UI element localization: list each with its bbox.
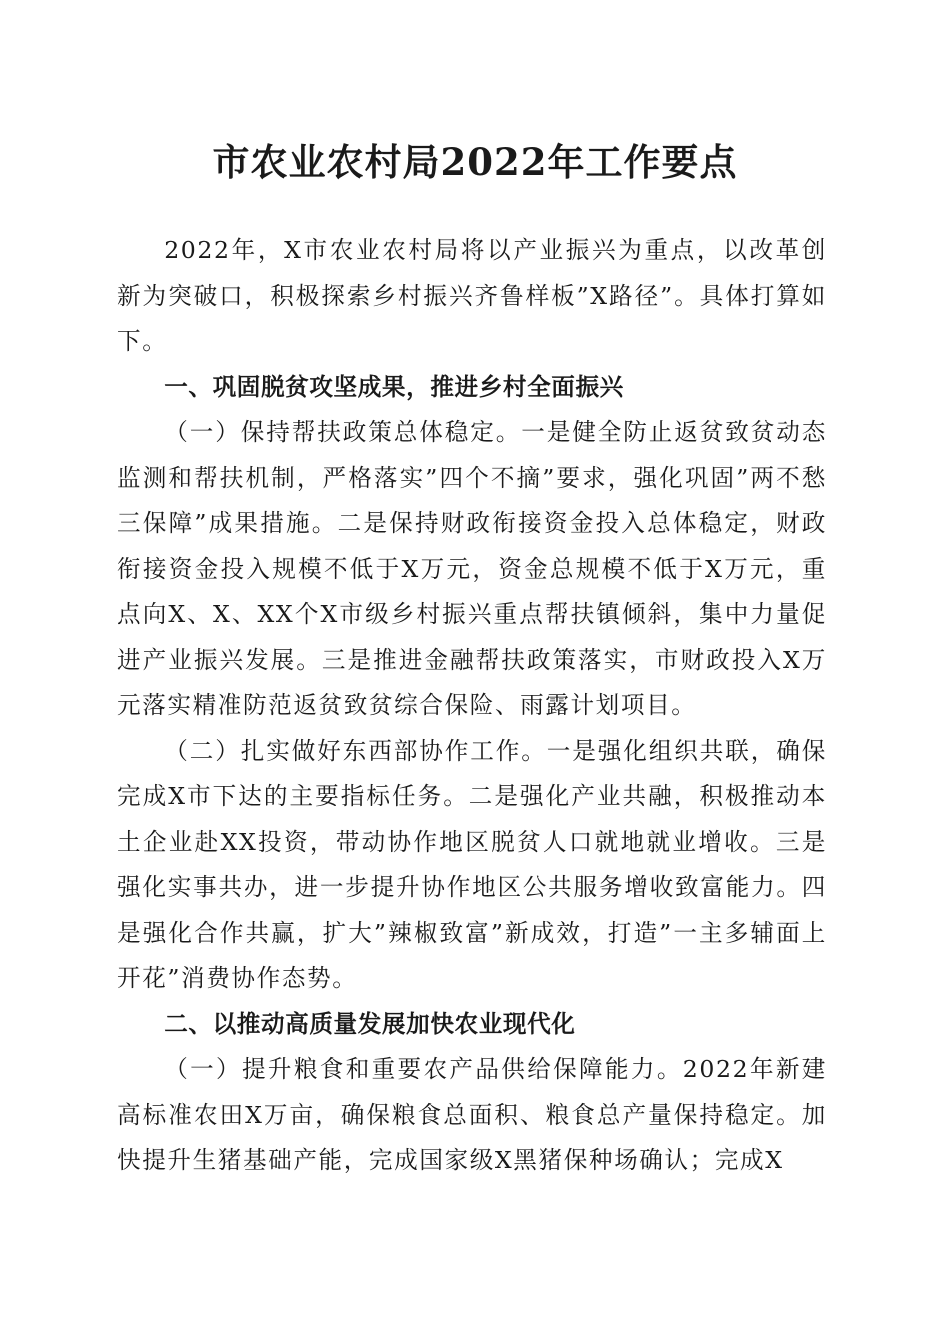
document-body [117, 228, 827, 1184]
section-heading-2: 二、以推动高质量发展加快农业现代化 [164, 1009, 576, 1038]
body-paragraph: （二）扎实做好东西部协作工作。一是强化组织共联，确保完成X市下达的主要指标任务。二是强化产业共融，积极推动本土企业赴XX投资，带动协作地区脱贫人口就地就业增收。三是强化实事共办，进一步提升协作地区公共服务增收致富能力。四是强化合作共赢，扩大”辣椒致富”新成效，打造”一主多辅面上开花”消费协作态势。 [117, 736, 827, 992]
intro-paragraph: 2022年，X市农业农村局将以产业振兴为重点，以改革创新为突破口，积极探索乡村振兴齐鲁样板”X路径”。具体打算如下。 [117, 236, 827, 355]
body-paragraph: （一）保持帮扶政策总体稳定。一是健全防止返贫致贫动态监测和帮扶机制，严格落实”四个不摘”要求，强化巩固”两不愁三保障”成果措施。二是保持财政衔接资金投入总体稳定，财政衔接资金投入规模不低于X万元，资金总规模不低于X万元，重点向X、X、XX个X市级乡村振兴重点帮扶镇倾斜，集中力量促进产业振兴发展。三是推进金融帮扶政策落实，市财政投入X万元落实精准防范返贫致贫综合保险、雨露计划项目。 [117, 418, 827, 719]
body-paragraph: （一）提升粮食和重要农产品供给保障能力。2022年新建高标准农田X万亩，确保粮食总面积、粮食总产量保持稳定。加快提升生猪基础产能，完成国家级X黑猪保种场确认；完成X [117, 1055, 827, 1174]
section-heading-1: 一、巩固脱贫攻坚成果，推进乡村全面振兴 [164, 372, 624, 401]
document-title: 市农业农村局2022年工作要点 [212, 140, 738, 184]
